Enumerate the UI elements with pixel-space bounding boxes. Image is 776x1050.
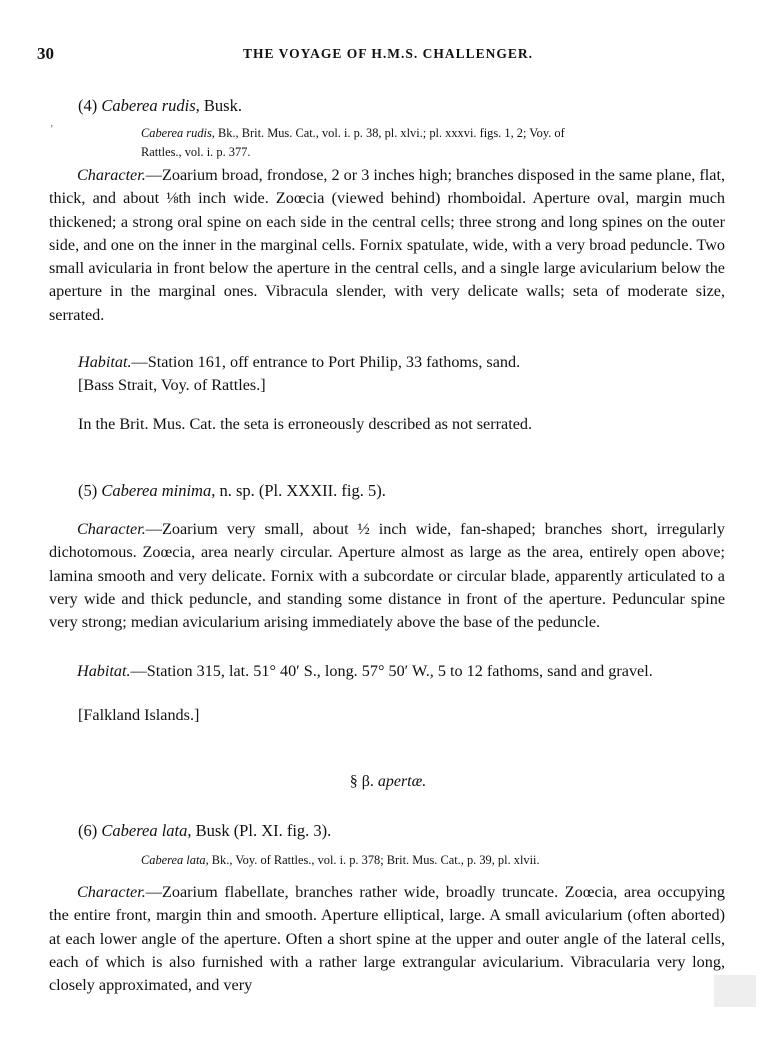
stray-mark: ‚	[50, 118, 54, 129]
entry-6-title: (6) Caberea lata, Busk (Pl. XI. fig. 3).	[78, 821, 332, 840]
entry-5-title: (5) Caberea minima, n. sp. (Pl. XXXII. fig. 5).	[78, 481, 386, 500]
entry-4-title: (4) Caberea rudis, Busk.	[78, 96, 242, 115]
entry-4-distribution: [Bass Strait, Voy. of Rattles.]	[78, 376, 266, 394]
entry-4-synonymy: Caberea rudis, Bk., Brit. Mus. Cat., vol. i. p. 38, pl. xlvi.; pl. xxxvi. figs. 1, 2; Voy. of Rattles., vol. i. p. 377.	[141, 126, 565, 159]
entry-4-character: Character.—Zoarium broad, frondose, 2 or 3 inches high; branches disposed in the same plane, flat, thick, and about ⅛th inch wide. Zoœcia (viewed behind) rhomboidal. Aperture oval, margin much thickened; a strong oral spine on each side in the central cells; three strong and long spines on the outer side, and one on the inner in the marginal cells. Fornix spatulate, wide, with a very broad peduncle. Two small avicularia in front below the aperture in the central cells, and a single large avicularium below the aperture in the marginal ones. Vibracula slender, with very delicate walls; seta of moderate size, serrated.	[49, 166, 725, 324]
entry-4-habitat: Habitat.—Station 161, off entrance to Port Philip, 33 fathoms, sand.	[78, 353, 521, 371]
entry-6-synonymy: Caberea lata, Bk., Voy. of Rattles., vol. i. p. 378; Brit. Mus. Cat., p. 39, pl. xlvii.	[141, 853, 540, 867]
entry-4-note: In the Brit. Mus. Cat. the seta is erroneously described as not serrated.	[78, 415, 533, 433]
entry-5-character: Character.—Zoarium very small, about ½ inch wide, fan-shaped; branches short, irregularly dichotomous. Zoœcia, area nearly circular. Aperture almost as large as the area, entirely open above; lamina smooth and very delicate. Fornix with a subcordate or circular blade, apparently articulated to a very wide and thick peduncle, and standing some distance in front of the aperture. Peduncular spine very strong; median avicularium arising immediately above the base of the peduncle.	[49, 520, 725, 632]
section-heading: § β. apertæ.	[349, 773, 427, 790]
entry-6-character: Character.—Zoarium flabellate, branches rather wide, broadly truncate. Zoœcia, area occupying the entire front, margin thin and smooth. Aperture elliptical, large. A small avicularium (often aborted) at each lower angle of the aperture. Often a short spine at the upper and outer angle of the lateral cells, each of which is also furnished with a rather large extrangular avicularium. Vibracularia very long, closely approximated, and very	[49, 883, 725, 995]
scan-artifact	[714, 975, 756, 1007]
page-header	[37, 44, 739, 68]
entry-5-distribution: [Falkland Islands.]	[78, 706, 200, 724]
page-number: 30	[37, 44, 54, 63]
entry-5-habitat: Habitat.—Station 315, lat. 51° 40′ S., long. 57° 50′ W., 5 to 12 fathoms, sand and gravel.	[77, 662, 653, 680]
species-name: Caberea minima	[101, 481, 212, 500]
species-name: Caberea rudis	[101, 96, 196, 115]
species-name: Caberea lata	[101, 821, 188, 840]
running-title: THE VOYAGE OF H.M.S. CHALLENGER.	[242, 46, 534, 61]
